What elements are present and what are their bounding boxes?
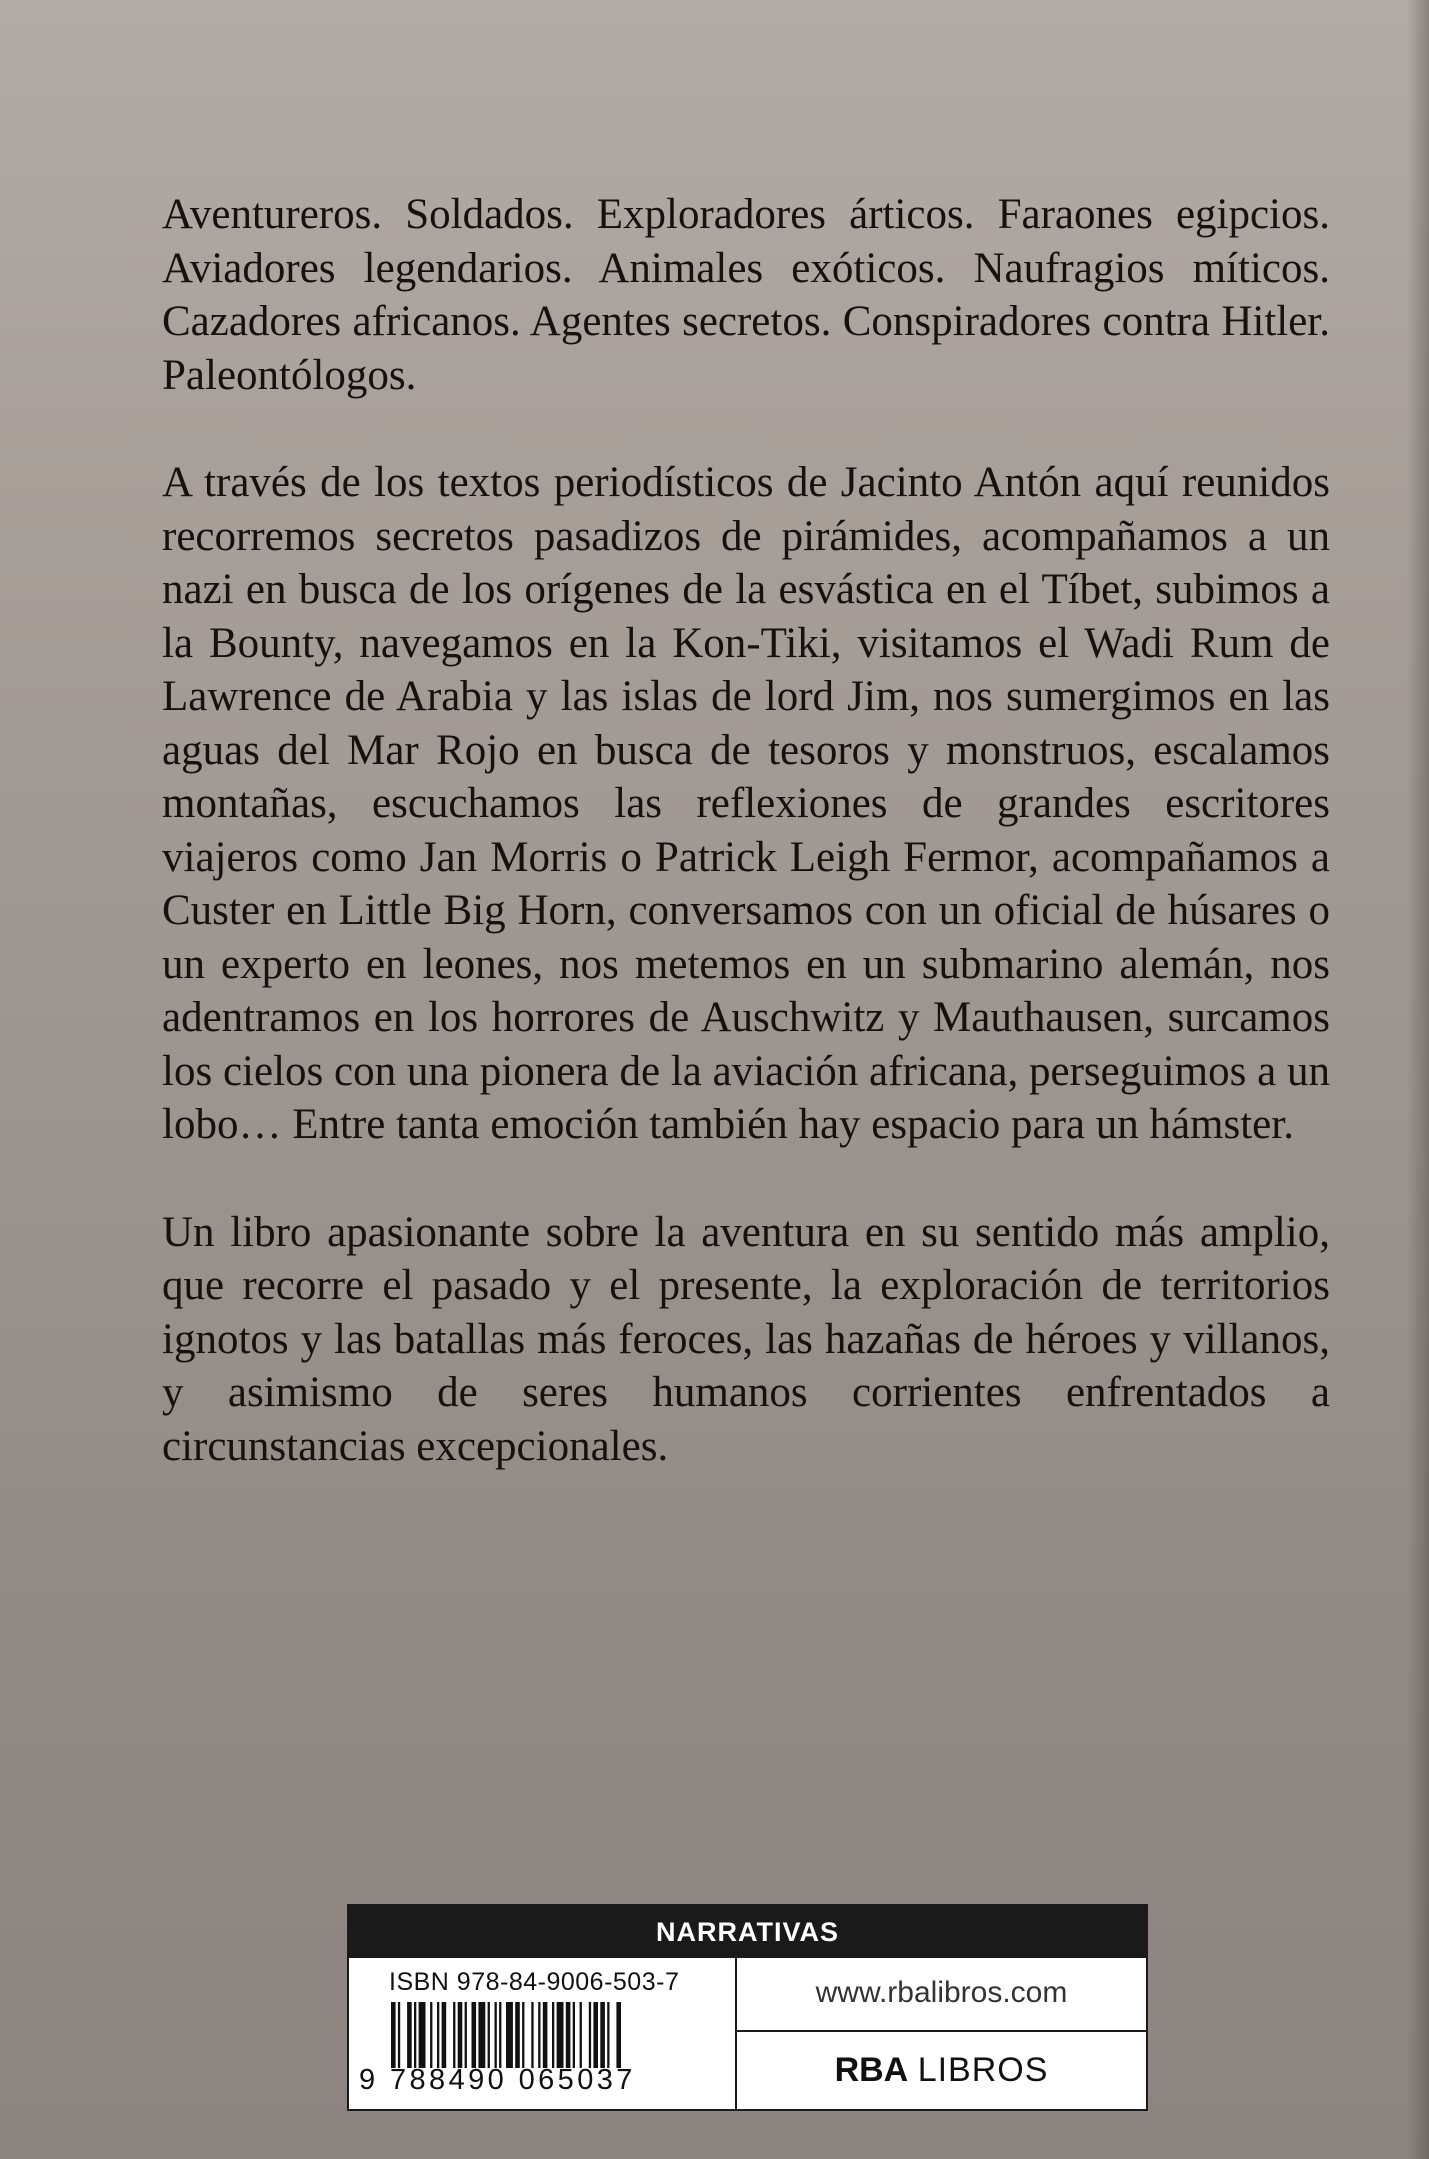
blurb-paragraph-3: Un libro apasionante sobre la aventura en su sentido más amplio, que recorre el pasado y el presente, la exploración de territorios ignotos y las batallas más feroces, las hazañas de héroes y villanos, y asimismo de seres humanos corrientes enfrentados a circunstancias excepcionales. [162, 1208, 1330, 1470]
isbn-label-box [347, 1904, 1148, 2111]
publisher-website: www.rbalibros.com [737, 1958, 1146, 2032]
publisher-logo [737, 2032, 1146, 2109]
isbn-text: ISBN 978-84-9006-503-7 [389, 1968, 680, 1996]
cover-edge-shadow [1407, 0, 1429, 2159]
blurb-paragraph-2: A través de los textos periodísticos de Jacinto Antón aquí reunidos recorremos secretos pasadizos de pirámides, acompañamos a un nazi en busca de los orígenes de la esvástica en el Tíbet, subimos a la Bounty, navegamos en la Kon-Tiki, visitamos el Wadi Rum de Lawrence de Arabia y las islas de lord Jim, nos sumergimos en las aguas del Mar Rojo en busca de tesoros y monstruos, escalamos montañas, escuchamos las reflexiones de grandes escritores viajeros como Jan Morris o Patrick Leigh Fermor, acompañamos a Custer en Little Big Horn, conversamos con un oficial de húsares o un experto en leones, nos metemos en un submarino alemán, nos adentramos en los horrores de Auschwitz y Mauthausen, surcamos los cielos con una pionera de la aviación africana, perseguimos a un lobo… Entre tanta emoción también hay espacio para un hámster. [162, 459, 1330, 1148]
publisher-logo-libros: LIBROS [917, 2051, 1049, 2089]
publisher-logo-rba: RBA [834, 2051, 909, 2089]
series-name: NARRATIVAS [349, 1906, 1146, 1958]
barcode-digits: 9 788490 065037 [359, 2064, 636, 2096]
back-cover-blurb [162, 188, 1330, 1473]
barcode-cell [349, 1958, 737, 2109]
barcode-icon [389, 2002, 709, 2068]
blurb-paragraph-1: Aventureros. Soldados. Exploradores árticos. Faraones egipcios. Aviadores legendarios. Animales exóticos. Naufragios míticos. Cazadores africanos. Agentes secretos. Conspiradores contra Hitler. Paleontólogos. [162, 191, 1330, 399]
